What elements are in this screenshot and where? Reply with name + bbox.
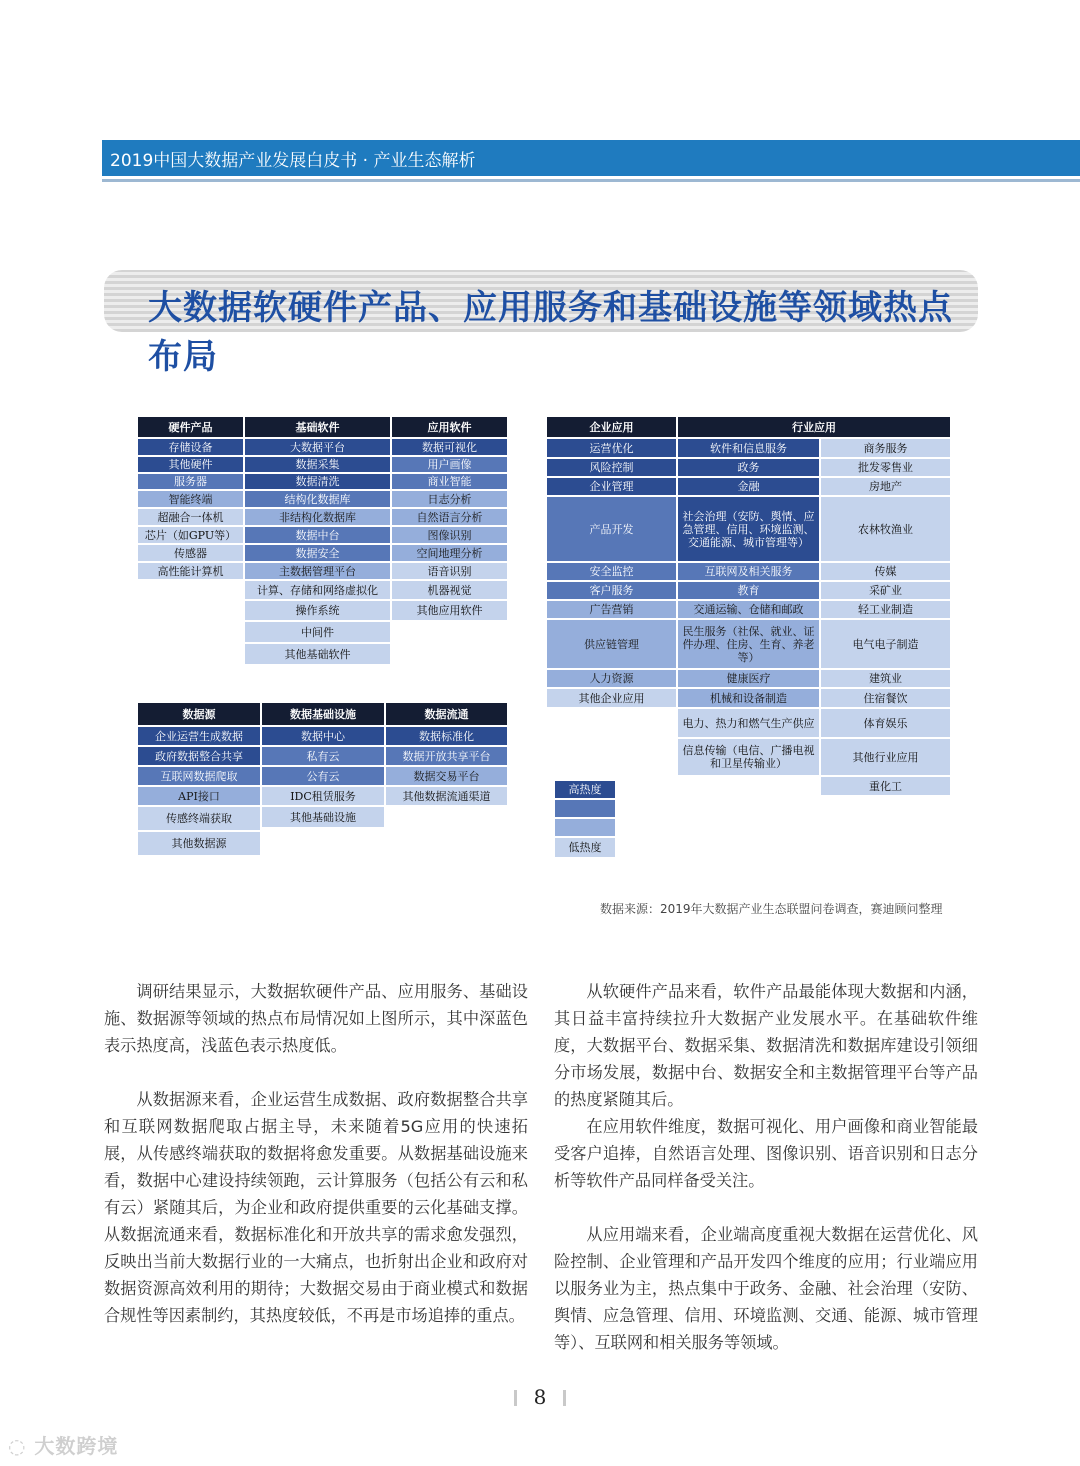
legend-mid-low xyxy=(554,818,616,837)
table-cell: 存储设备 xyxy=(137,438,244,456)
watermark xyxy=(8,1430,118,1459)
table-cell: 运营优化 xyxy=(546,438,677,458)
table-cell: 社会治理（安防、舆情、应急管理、信用、环境监测、交通能源、城市管理等） xyxy=(677,496,820,562)
table-cell: 信息传输（电信、广播电视和卫星传输业） xyxy=(677,738,820,776)
table-cell: 中间件 xyxy=(244,621,391,643)
table-cell: 数据开放共享平台 xyxy=(385,746,508,766)
table-cell: 数据可视化 xyxy=(391,438,508,456)
table-cell: 私有云 xyxy=(261,746,385,766)
header-rule xyxy=(102,179,1080,182)
watermark-text: 大数跨境 xyxy=(34,1434,119,1458)
table-cell: 公有云 xyxy=(261,766,385,786)
table-cell: 大数据平台 xyxy=(244,438,391,456)
table-cell: 政务 xyxy=(677,458,820,477)
table-cell: IDC租赁服务 xyxy=(261,786,385,806)
table-cell: 日志分析 xyxy=(391,490,508,508)
paragraph: 从软硬件产品来看，软件产品最能体现大数据和内涵，其日益丰富持续拉升大数据产业发展水平。在基础软件维度，大数据平台、数据采集、数据清洗和数据库建设引领细分市场发展，数据中台、数据安全和主数据管理平台等产品的热度紧随其后。 xyxy=(554,982,978,1109)
table-cell: 产品开发 xyxy=(546,496,677,562)
table-cell: 机械和设备制造 xyxy=(677,688,820,708)
table-cell: 数据中心 xyxy=(261,726,385,746)
header-industry-apps: 行业应用 xyxy=(677,416,951,438)
watermark-icon: ◌ xyxy=(8,1434,27,1458)
table-cell: 数据采集 xyxy=(244,456,391,473)
page-number-text: 8 xyxy=(533,1385,547,1409)
table-cell: 重化工 xyxy=(820,776,951,796)
table-cell: 高性能计算机 xyxy=(137,562,244,580)
table-cell: 民生服务（社保、就业、证件办理、住房、生育、养老等） xyxy=(677,619,820,669)
table-cell: 体育娱乐 xyxy=(820,708,951,738)
table-cell: 数据标准化 xyxy=(385,726,508,746)
table-cell: 其他数据流通渠道 xyxy=(385,786,508,806)
table-cell: 企业管理 xyxy=(546,477,677,496)
paragraph: 调研结果显示，大数据软硬件产品、应用服务、基础设施、数据源等领域的热点布局情况如上图所示，其中深蓝色表示热度高，浅蓝色表示热度低。 xyxy=(104,982,528,1055)
table-cell: 风险控制 xyxy=(546,458,677,477)
table-cell: 数据中台 xyxy=(244,526,391,544)
table-cell: 服务器 xyxy=(137,473,244,490)
table-cell: 其他基础软件 xyxy=(244,643,391,665)
table-cell: 空间地理分析 xyxy=(391,544,508,562)
table-cell: 人力资源 xyxy=(546,669,677,688)
table-data xyxy=(137,702,509,858)
table-cell: 超融合一体机 xyxy=(137,508,244,526)
table-cell: 政府数据整合共享 xyxy=(137,746,261,766)
table-cell: 其他应用软件 xyxy=(391,600,508,621)
table-cell: 互联网及相关服务 xyxy=(677,562,820,581)
table-cell: 智能终端 xyxy=(137,490,244,508)
table-hardware-software xyxy=(137,416,509,666)
paragraph: 在应用软件维度，数据可视化、用户画像和商业智能最受客户追捧，自然语言处理、图像识别、语音识别和日志分析等软件产品同样备受关注。 xyxy=(554,1117,978,1190)
table-cell: 住宿餐饮 xyxy=(820,688,951,708)
table-cell: 健康医疗 xyxy=(677,669,820,688)
header-data-infra: 数据基础设施 xyxy=(261,702,385,726)
table-cell: 采矿业 xyxy=(820,581,951,600)
table-cell: 企业运营生成数据 xyxy=(137,726,261,746)
table-cell: 商业智能 xyxy=(391,473,508,490)
table-cell: 操作系统 xyxy=(244,600,391,621)
header-data-circulation: 数据流通 xyxy=(385,702,508,726)
table-cell: 传感器 xyxy=(137,544,244,562)
body-left-column xyxy=(104,978,528,1329)
table-cell: API接口 xyxy=(137,786,261,806)
table-cell: 商务服务 xyxy=(820,438,951,458)
table-cell: 软件和信息服务 xyxy=(677,438,820,458)
table-cell: 金融 xyxy=(677,477,820,496)
table-cell: 机器视觉 xyxy=(391,580,508,600)
table-cell: 结构化数据库 xyxy=(244,490,391,508)
table-cell: 互联网数据爬取 xyxy=(137,766,261,786)
table-cell: 其他硬件 xyxy=(137,456,244,473)
table-cell: 其他行业应用 xyxy=(820,738,951,776)
table-cell: 教育 xyxy=(677,581,820,600)
page-number xyxy=(512,1385,568,1411)
table-cell: 芯片（如GPU等） xyxy=(137,526,244,544)
table-cell: 图像识别 xyxy=(391,526,508,544)
legend-high: 高热度 xyxy=(554,780,616,799)
table-cell: 语音识别 xyxy=(391,562,508,580)
table-cell: 供应链管理 xyxy=(546,619,677,669)
table-cell: 农林牧渔业 xyxy=(820,496,951,562)
table-cell: 房地产 xyxy=(820,477,951,496)
header-data-source: 数据源 xyxy=(137,702,261,726)
legend-low: 低热度 xyxy=(554,837,616,858)
table-cell: 电气电子制造 xyxy=(820,619,951,669)
legend-mid-high xyxy=(554,799,616,818)
table-cell: 传感终端获取 xyxy=(137,806,261,831)
table-cell: 交通运输、仓储和邮政 xyxy=(677,600,820,619)
section-title-band xyxy=(104,270,978,377)
header-enterprise-apps: 企业应用 xyxy=(546,416,677,438)
table-cell: 数据安全 xyxy=(244,544,391,562)
table-cell: 客户服务 xyxy=(546,581,677,600)
table-cell: 数据清洗 xyxy=(244,473,391,490)
header-title: 2019中国大数据产业发展白皮书 · 产业生态解析 xyxy=(110,151,476,171)
paragraph: 从数据源来看，企业运营生成数据、政府数据整合共享和互联网数据爬取占据主导，未来随着5G应用的快速拓展，从传感终端获取的数据将愈发重要。从数据基础设施来看，数据中心建设持续领跑，云计算服务（包括公有云和私有云）紧随其后，为企业和政府提供重要的云化基础支撑。从数据流通来看，数据标准化和开放共享的需求愈发强烈，反映出当前大数据行业的一大痛点，也折射出企业和政府对数据资源高效利用的期待；大数据交易由于商业模式和数据合规性等因素制约，其热度较低，不再是市场追捧的重点。 xyxy=(104,1090,528,1325)
table-cell: 轻工业制造 xyxy=(820,600,951,619)
table-cell: 计算、存储和网络虚拟化 xyxy=(244,580,391,600)
table-cell: 电力、热力和燃气生产供应 xyxy=(677,708,820,738)
heat-legend xyxy=(554,780,616,858)
table-cell: 安全监控 xyxy=(546,562,677,581)
table-cell: 用户画像 xyxy=(391,456,508,473)
table-cell: 数据交易平台 xyxy=(385,766,508,786)
table-cell: 传媒 xyxy=(820,562,951,581)
table-cell: 批发零售业 xyxy=(820,458,951,477)
body-right-column xyxy=(554,978,978,1356)
table-cell: 自然语言分析 xyxy=(391,508,508,526)
table-cell: 主数据管理平台 xyxy=(244,562,391,580)
table-cell: 其他基础设施 xyxy=(261,806,385,828)
header-bar xyxy=(102,140,1080,176)
table-cell: 其他企业应用 xyxy=(546,688,677,708)
table-cell: 非结构化数据库 xyxy=(244,508,391,526)
section-title: 大数据软硬件产品、应用服务和基础设施等领域热点布局 xyxy=(148,288,953,377)
table-applications xyxy=(546,416,952,798)
data-source-note: 数据来源：2019年大数据产业生态联盟问卷调查，赛迪顾问整理 xyxy=(600,902,943,916)
header-hardware: 硬件产品 xyxy=(137,416,244,438)
page-number-bar xyxy=(563,1390,566,1406)
table-cell: 其他数据源 xyxy=(137,831,261,856)
paragraph: 从应用端来看，企业端高度重视大数据在运营优化、风险控制、企业管理和产品开发四个维度的应用；行业端应用以服务业为主，热点集中于政务、金融、社会治理（安防、舆情、应急管理、信用、环境监测、交通、能源、城市管理等）、互联网和相关服务等领域。 xyxy=(554,1225,978,1352)
table-cell: 广告营销 xyxy=(546,600,677,619)
header-app-software: 应用软件 xyxy=(391,416,508,438)
table-cell: 建筑业 xyxy=(820,669,951,688)
header-basic-software: 基础软件 xyxy=(244,416,391,438)
